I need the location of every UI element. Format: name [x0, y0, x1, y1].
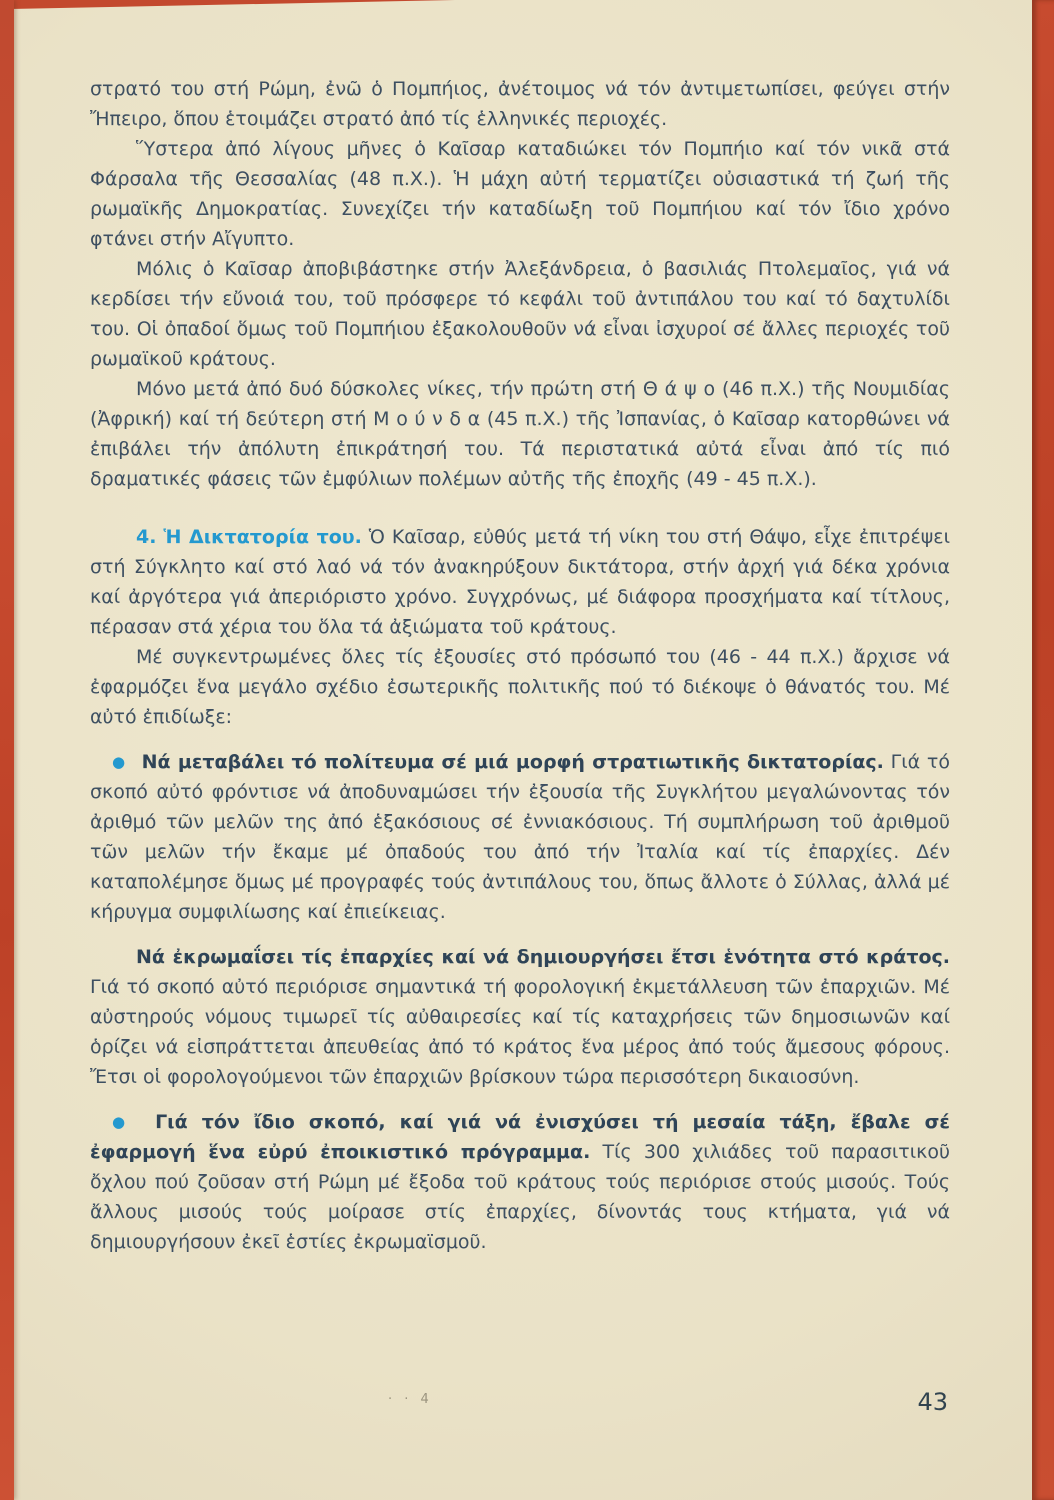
paragraph-powers: Μέ συγκεντρωμένες ὅλες τίς ἐξουσίες στό πρόσωπό του (46 - 44 π.Χ.) ἄρχισε νά ἐφαρμόζει ἕνα μεγάλο σχέδιο ἐσωτερικῆς πολιτικῆς πού τό διέκοψε ὁ θάνατός του. Μέ αὐτό ἐπιδίωξε:	[90, 646, 950, 728]
section-number: 4.	[136, 526, 157, 548]
bullet-lead-text: Νά μεταβάλει τό πολίτευμα σέ μιά μορφή στρατιωτικῆς δικτατορίας.	[141, 751, 884, 773]
bullet-military-dictatorship	[90, 747, 950, 927]
page-number: 43	[917, 1388, 948, 1416]
page-text	[90, 74, 950, 1257]
bullet-body-text: Τίς 300 χιλιάδες τοῦ παρασιτικοῦ ὄχλου πού ζοῦσαν στή Ρώμη μέ ἔξοδα τοῦ κράτους τούς περιόρισε στούς μισούς. Τούς ἄλλους μισούς τούς μοίρασε στίς ἐπαρχίες, δίνοντάς τους κτήματα, γιά νά δημιουργήσουν ἐκεῖ ἑστίες ἐκρωμαϊσμοῦ.	[90, 1141, 950, 1253]
bullet-icon: ●	[112, 1113, 133, 1131]
paragraph-pharsala: Ὕστερα ἀπό λίγους μῆνες ὁ Καῖσαρ καταδιώκει τόν Πομπήιο καί τόν νικᾶ στά Φάρσαλα τῆς Θεσσαλίας (48 π.Χ.). Ἡ μάχη αὐτή τερματίζει οὐσιαστικά τή ζωή τῆς ρωμαϊκῆς Δημοκρατίας. Συνεχίζει τήν καταδίωξη τοῦ Πομπήιου καί τόν ἴδιο χρόνο φτάνει στήν Αἴγυπτο.	[90, 138, 950, 250]
paragraph-rome-continuation: στρατό του στή Ρώμη, ἐνῶ ὁ Πομπήιος, ἀνέτοιμος νά τόν ἀντιμετωπίσει, φεύγει στήν Ἤπειρο, ὅπου ἑτοιμάζει στρατό ἀπό τίς ἑλληνικές περιοχές.	[90, 78, 950, 130]
red-edge-left	[0, 0, 14, 1500]
bullet-lead-text: Νά ἐκρωμαΐσει τίς ἐπαρχίες καί νά δημιουργήσει ἔτσι ἑνότητα στό κράτος.	[136, 946, 950, 968]
section-dictatorship	[90, 522, 950, 642]
paragraph-alexandria: Μόλις ὁ Καῖσαρ ἀποβιβάστηκε στήν Ἀλεξάνδρεια, ὁ βασιλιάς Πτολεμαῖος, γιά νά κερδίσει τήν εὔνοιά του, τοῦ πρόσφερε τό κεφάλι τοῦ ἀντιπάλου του καί τό δαχτυλίδι του. Οἱ ὀπαδοί ὅμως τοῦ Πομπήιου ἐξακολουθοῦν νά εἶναι ἰσχυροί σέ ἄλλες περιοχές τοῦ ρωμαϊκοῦ κράτους.	[90, 258, 950, 370]
bullet-body-text: Γιά τό σκοπό αὐτό περιόρισε σημαντικά τή φορολογική ἐκμετάλλευση τῶν ἐπαρχιῶν. Μέ αὐστηρούς νόμους τιμωρεῖ τίς αὐθαιρεσίες καί τίς καταχρήσεις τῶν δημοσιωνῶν καί ὁρίζει νά εἰσπράττεται ἀπευθείας ἀπό τό κράτος ἕνα μέρος ἀπό τούς ἄμεσους φόρους. Ἔτσι οἱ φορολογούμενοι τῶν ἐπαρχιῶν βρίσκουν τώρα περισσότερη δικαιοσύνη.	[90, 976, 950, 1088]
paragraph-thapsus-munda: Μόνο μετά ἀπό δυό δύσκολες νίκες, τήν πρώτη στή Θ ά ψ ο (46 π.Χ.) τῆς Νουμιδίας (Ἀφρική) καί τή δεύτερη στή Μ ο ύ ν δ α (45 π.Χ.) τῆς Ἰσπανίας, ὁ Καῖσαρ κατορθώνει νά ἐπιβάλει τήν ἀπόλυτη ἐπικράτησή του. Τά περιστατικά αὐτά εἶναι ἀπό τίς πιό δραματικές φάσεις τῶν ἐμφύλιων πολέμων αὐτῆς τῆς ἐποχῆς (49 - 45 π.Χ.).	[90, 378, 950, 490]
section-body-text: Ὁ Καῖσαρ, εὐθύς μετά τή νίκη του στή Θάψο, εἶχε ἐπιτρέψει στή Σύγκλητο καί στό λαό νά τόν ἀνακηρύξουν δικτάτορα, στήν ἀρχή γιά δέκα χρόνια καί ἀργότερα γιά ἀπεριόριστο χρόνο. Συγχρόνως, μέ διάφορα προσχήματα καί τίτλους, πέρασαν στά χέρια του ὅλα τά ἀξιώματα τοῦ κράτους.	[90, 526, 950, 638]
red-edge-right	[1032, 0, 1054, 1500]
bullet-colonization-program	[90, 1107, 950, 1257]
red-edge-top	[10, 0, 455, 9]
bullet-lead-text: Γιά τόν ἴδιο σκοπό, καί γιά νά ἐνισχύσει τή μεσαία τάξη, ἔβαλε σέ ἐφαρμογή ἕνα εὐρύ ἐποικιστικό πρόγραμμα.	[90, 1111, 951, 1163]
section-title: Ἡ Δικτατορία του.	[163, 526, 362, 548]
bullet-icon: ●	[112, 753, 126, 771]
bullet-body-text: Γιά τό σκοπό αὐτό φρόντισε νά ἀποδυναμώσει τήν ἐξουσία τῆς Συγκλήτου μεγαλώνοντας τόν ἀριθμό τῶν μελῶν της ἀπό ἑξακόσιους σέ ἐννιακόσιους. Τή συμπλήρωση τοῦ ἀριθμοῦ τῶν μελῶν τήν ἔκαμε μέ ὀπαδούς του ἀπό τήν Ἰταλία καί τίς ἐπαρχίες. Δέν καταπολέμησε ὅμως μέ προγραφές τούς ἀντιπάλους του, ὅπως ἄλλοτε ὁ Σύλλας, ἀλλά μέ κήρυγμα συμφιλίωσης καί ἐπιείκειας.	[90, 751, 950, 923]
bullet-romanize-provinces	[90, 942, 950, 1092]
pencil-marks: · · 4	[388, 1392, 433, 1407]
